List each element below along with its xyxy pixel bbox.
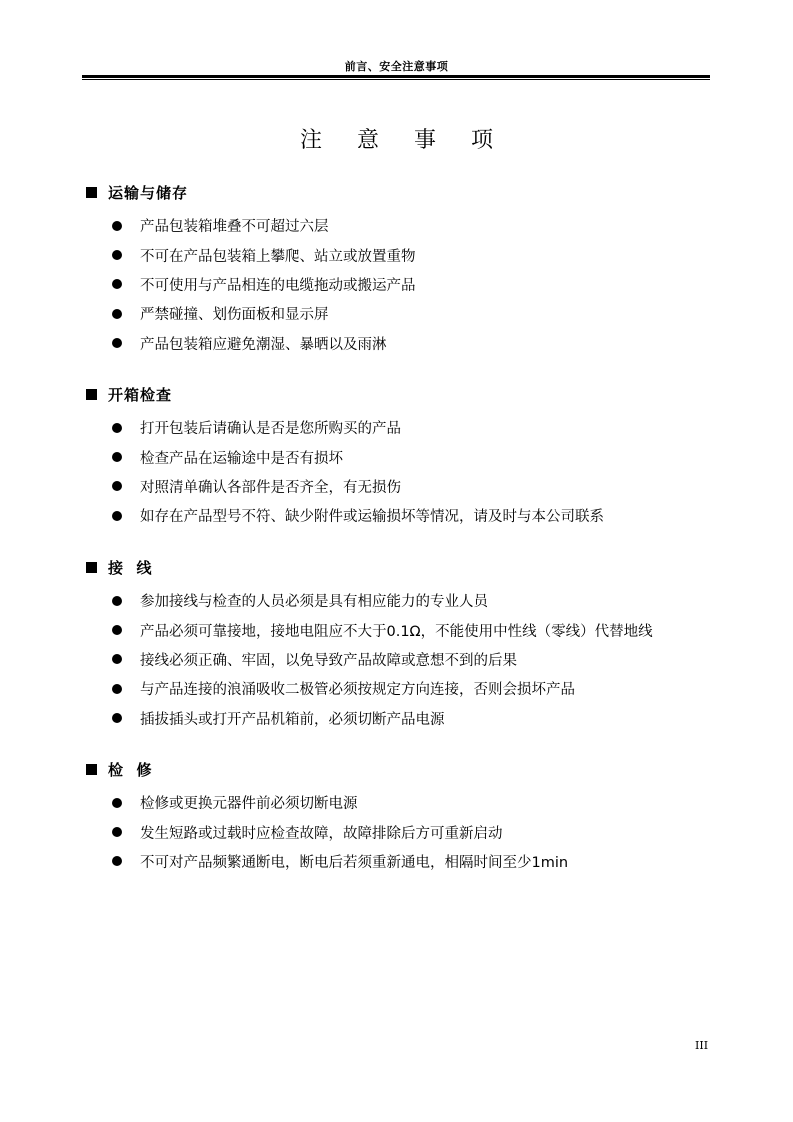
bullet-dot-icon: [112, 596, 122, 606]
bullet-dot-icon: [112, 713, 122, 723]
item-list: [86, 788, 726, 876]
list-item: [86, 240, 726, 269]
list-item-text: 检查产品在运输途中是否有损坏: [140, 450, 343, 467]
list-item-text: 产品包装箱应避免潮湿、暴晒以及雨淋: [140, 336, 387, 353]
bullet-dot-icon: [112, 684, 122, 694]
bullet-dot-icon: [112, 338, 122, 348]
bullet-dot-icon: [112, 798, 122, 808]
list-item: [86, 413, 726, 442]
list-item: [86, 788, 726, 817]
bullet-dot-icon: [112, 309, 122, 319]
list-item-text: 与产品连接的浪涌吸收二极管必须按规定方向连接，否则会损坏产品: [140, 682, 575, 699]
bullet-dot-icon: [112, 221, 122, 231]
header-rule-thin: [82, 79, 710, 80]
square-bullet-icon: [86, 764, 97, 775]
section-heading: [86, 557, 726, 577]
item-list: [86, 413, 726, 531]
list-item-text: 不可对产品频繁通断电，断电后若须重新通电，相隔时间至少1min: [140, 854, 569, 871]
list-item: [86, 615, 726, 644]
item-list: [86, 586, 726, 733]
list-item-text: 如存在产品型号不符、缺少附件或运输损坏等情况，请及时与本公司联系: [140, 509, 604, 526]
page-number: III: [695, 1039, 709, 1052]
bullet-dot-icon: [112, 654, 122, 664]
section-maintenance: [86, 759, 726, 876]
section-heading: [86, 384, 726, 404]
square-bullet-icon: [86, 187, 97, 198]
list-item-text: 打开包装后请确认是否是您所购买的产品: [140, 421, 401, 438]
list-item-text: 检修或更换元器件前必须切断电源: [140, 796, 358, 813]
list-item-text: 发生短路或过载时应检查故障，故障排除后方可重新启动: [140, 825, 503, 842]
list-item: [86, 586, 726, 615]
list-item-text: 参加接线与检查的人员必须是具有相应能力的专业人员: [140, 594, 488, 611]
bullet-dot-icon: [112, 625, 122, 635]
section-heading-label: 检 修: [108, 760, 153, 779]
list-item: [86, 329, 726, 358]
list-item: [86, 674, 726, 703]
list-item: [86, 211, 726, 240]
section-wiring: [86, 557, 726, 733]
list-item: [86, 847, 726, 876]
list-item-text: 插拔插头或打开产品机箱前，必须切断产品电源: [140, 711, 445, 728]
list-item-text: 严禁碰撞、划伤面板和显示屏: [140, 307, 329, 324]
section-heading: [86, 182, 726, 202]
list-item: [86, 501, 726, 530]
list-item: [86, 442, 726, 471]
list-item: [86, 270, 726, 299]
section-heading-label: 运输与储存: [108, 183, 189, 202]
section-heading: [86, 759, 726, 779]
list-item-text: 对照清单确认各部件是否齐全，有无损伤: [140, 479, 401, 496]
bullet-dot-icon: [112, 856, 122, 866]
bullet-dot-icon: [112, 452, 122, 462]
list-item-text: 接线必须正确、牢固，以免导致产品故障或意想不到的后果: [140, 652, 517, 669]
section-heading-label: 开箱检查: [108, 385, 173, 404]
bullet-dot-icon: [112, 827, 122, 837]
list-item: [86, 817, 726, 846]
list-item: [86, 299, 726, 328]
bullet-dot-icon: [112, 250, 122, 260]
bullet-dot-icon: [112, 423, 122, 433]
header-rule-thick: [82, 75, 710, 78]
square-bullet-icon: [86, 562, 97, 573]
section-transport-storage: [86, 182, 726, 358]
square-bullet-icon: [86, 389, 97, 400]
list-item-text: 不可在产品包装箱上攀爬、站立或放置重物: [140, 248, 416, 265]
list-item-text: 产品包装箱堆叠不可超过六层: [140, 219, 329, 236]
running-header: 前言、安全注意事项: [344, 60, 449, 73]
bullet-dot-icon: [112, 511, 122, 521]
bullet-dot-icon: [112, 279, 122, 289]
section-unpacking-inspection: [86, 384, 726, 531]
item-list: [86, 211, 726, 358]
bullet-dot-icon: [112, 481, 122, 491]
list-item: [86, 472, 726, 501]
section-heading-label: 接 线: [108, 558, 153, 577]
list-item: [86, 645, 726, 674]
list-item: [86, 704, 726, 733]
list-item-text: 不可使用与产品相连的电缆拖动或搬运产品: [140, 277, 416, 294]
list-item-text: 产品必须可靠接地，接地电阻应不大于0.1Ω，不能使用中性线（零线）代替地线: [140, 623, 653, 640]
page-title: 注 意 事 项: [300, 128, 507, 153]
